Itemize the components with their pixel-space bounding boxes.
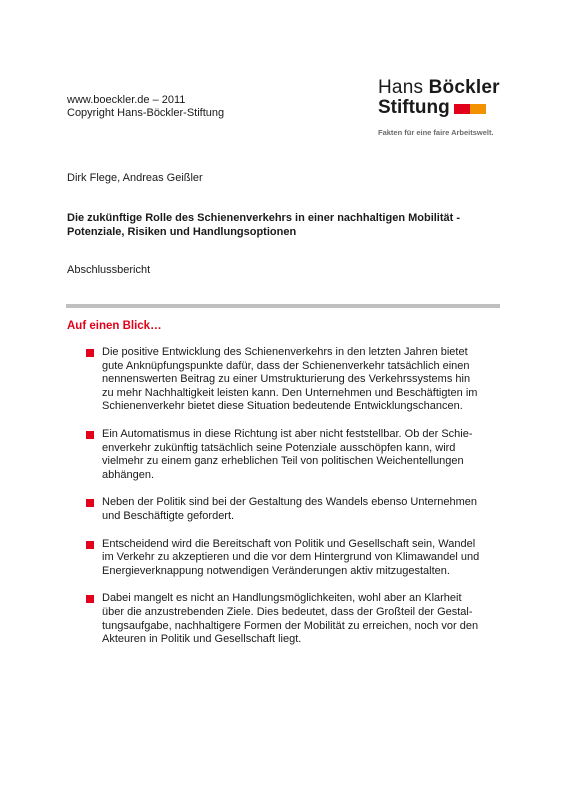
red-square-bullet-icon [86,541,94,549]
section-divider [66,304,500,308]
red-square-bullet-icon [86,431,94,439]
website-year: www.boeckler.de – 2011 [67,94,186,106]
logo-name-first: Hans [378,77,424,98]
logo-name-line [378,78,518,97]
summary-heading: Auf einen Blick… [67,320,162,332]
document-header-info [67,94,224,120]
summary-bullet-list [85,346,510,661]
summary-bullet-item [85,428,510,482]
document-title: Die zukünftige Rolle des Schienenverkehrs in einer nachhaltigen Mobilität - Potenziale, Risiken und Handlungsoptionen [67,212,461,238]
summary-bullet-item [85,496,510,523]
bullet-text: Dabei mangelt es nicht an Handlungsmöglichkeiten, wohl aber an Klarheit über die anzustrebenden Ziele. Dies bedeutet, dass der Großteil der Gestal- tungsaufgabe, nachhaltigere Formen der Mobilität zu erreichen, noch vor den Akteuren in Politik und Gesellschaft liegt. [102,592,479,646]
bullet-text: Die positive Entwicklung des Schienenverkehrs in den letzten Jahren bietet gute Anknüpfungspunkte dafür, dass der Schienenverkehr tatsächlich einen nennenswerten Beitrag zu einer Umstrukturierung des Verkehrssystems hin zu mehr Nachhaltigkeit leisten kann. Den Unternehmen und Beschäftigten im Schienenverkehr bietet diese Situation bedeutende Entwicklungschancen. [102,346,478,413]
summary-bullet-item [85,592,510,646]
summary-bullet-item [85,538,510,579]
logo-orange-square [470,104,486,114]
document-subtitle: Abschlussbericht [67,264,151,276]
logo-foundation-line [378,97,518,118]
bullet-text: Entscheidend wird die Bereitschaft von Politik und Gesellschaft sein, Wandel im Verkehr zu akzeptieren und die vor dem Hintergrund von Klimawandel und Energieverknappung notwendigen Veränderungen aktiv mitzugestalten. [102,537,480,577]
bullet-text: Ein Automatismus in diese Richtung ist aber nicht feststellbar. Ob der Schie- enverkehr zukünftig tatsächlich seine Potenziale ausschöpfen kann, wird vielmehr zu einem ganz erheblichen Teil von politischen Weichentellungen abhängen. [102,427,473,481]
logo-color-squares-icon [454,104,486,114]
logo-tagline: Fakten für eine faire Arbeitswelt. [378,128,494,137]
hans-boeckler-stiftung-logo [378,78,518,137]
logo-red-square [454,104,470,114]
summary-bullet-item [85,346,510,414]
red-square-bullet-icon [86,349,94,357]
red-square-bullet-icon [86,499,94,507]
copyright-notice: Copyright Hans-Böckler-Stiftung [67,107,225,119]
bullet-text: Neben der Politik sind bei der Gestaltung des Wandels ebenso Unternehmen und Beschäftigte gefordert. [102,496,478,522]
logo-foundation: Stiftung [378,97,450,118]
logo-name-last: Böckler [428,77,500,98]
red-square-bullet-icon [86,595,94,603]
document-authors: Dirk Flege, Andreas Geißler [67,172,203,184]
